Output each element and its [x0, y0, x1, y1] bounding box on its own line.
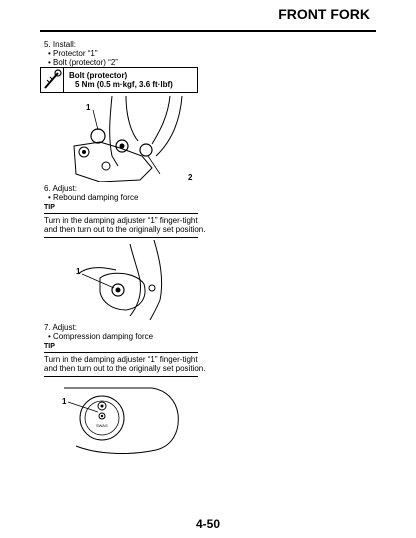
header-divider [40, 30, 376, 32]
step7-tip-line-2: and then turn out to the originally set position. [44, 364, 206, 373]
step7-tip-line-1: Turn in the damping adjuster “1” finger-tight [44, 355, 198, 364]
protector-installation-figure [60, 96, 200, 182]
step6-tip-label: TIP [44, 204, 55, 211]
callout-2: 2 [188, 173, 193, 182]
spec-title: Bolt (protector) [69, 71, 128, 80]
step6-tip-line-2: and then turn out to the originally set position. [44, 225, 206, 234]
spec-value: 5 Nm (0.5 m·kgf, 3.6 ft·lbf) [75, 80, 173, 89]
page-number: 4-50 [195, 517, 221, 531]
step5-item-bolt: • Bolt (protector) “2” [48, 58, 118, 67]
callout-1: 1 [76, 267, 81, 276]
step6-item: • Rebound damping force [48, 193, 139, 202]
step6-tip-line-1: Turn in the damping adjuster “1” finger-tight [44, 216, 198, 225]
torque-spec-box [40, 67, 198, 93]
step6-tip-end-divider [44, 237, 198, 238]
rebound-adjuster-figure [70, 240, 190, 320]
step7-item: • Compression damping force [48, 332, 154, 341]
step6-heading: 6. Adjust: [44, 184, 77, 193]
compression-adjuster-figure [56, 380, 206, 472]
step5-heading: 5. Install: [44, 40, 77, 49]
step5-item-protector: • Protector “1” [48, 49, 98, 58]
callout-1: 1 [62, 397, 67, 406]
step7-tip-end-divider [44, 376, 198, 377]
page-title: FRONT FORK [278, 6, 370, 22]
callout-1: 1 [86, 103, 91, 112]
step7-tip-divider [44, 352, 198, 353]
step6-tip-divider [44, 213, 198, 214]
dial-marking: SWAS [96, 423, 108, 428]
step7-heading: 7. Adjust: [44, 323, 77, 332]
torque-wrench-icon [41, 68, 64, 92]
step7-tip-label: TIP [44, 343, 55, 350]
